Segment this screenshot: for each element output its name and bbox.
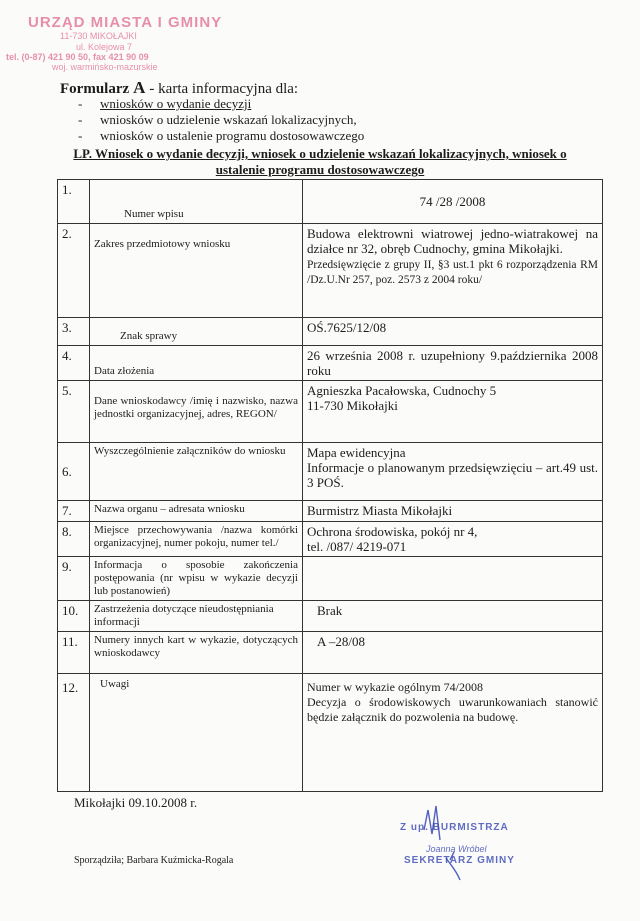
form-letter: A [133, 78, 146, 97]
row-value-line: tel. /087/ 4219-071 [307, 539, 407, 554]
row-value-line: Agnieszka Pacałowska, Cudnochy 5 [307, 383, 497, 398]
row-value [303, 381, 603, 443]
row-value: 74 /28 /2008 [303, 180, 603, 224]
row-label: Informacja o sposobie zakończenia postępowania (nr wpisu w wykazie decyzji lub postanowień) [90, 557, 303, 601]
row-number: 2. [58, 224, 90, 318]
row-number: 4. [58, 346, 90, 381]
row-value [303, 557, 603, 601]
row-label: Numery innych kart w wykazie, dotyczących wnioskodawcy [90, 632, 303, 674]
row-value-line: Przedsięwzięcie z grupy II, §3 ust.1 pkt 6 rozporządzenia RM /Dz.U.Nr 257, poz. 2573 z 2004 roku/ [307, 259, 598, 286]
row-value-line: Budowa elektrowni wiatrowej jedno-wiatrakowej na działce nr 32, obręb Cudnochy, gmina Mikołajki. [307, 226, 598, 256]
row-value [303, 522, 603, 557]
row-value: 26 września 2008 r. uzupełniony 9.października 2008 roku [303, 346, 603, 381]
signature-stamp-line-3: SEKRETARZ GMINY [404, 854, 515, 866]
prepared-by: Sporządziła; Barbara Kuźmicka-Rogala [74, 855, 234, 866]
row-number: 9. [58, 557, 90, 601]
form-title [60, 78, 298, 98]
list-item: - wniosków o udzielenie wskazań lokalizacyjnych, [78, 112, 364, 128]
list-item: - wniosków o ustalenie programu dostosowawczego [78, 128, 364, 144]
row-label: Wyszczególnienie załączników do wniosku [90, 443, 303, 501]
form-type-list [78, 96, 364, 144]
stamp-line-5: woj. warmińsko-mazurskie [52, 62, 158, 73]
table-row [58, 674, 603, 792]
row-label: Data złożenia [90, 346, 303, 381]
info-table [57, 179, 603, 792]
row-label: Miejsce przechowywania /nazwa komórki organizacyjnej, numer pokoju, numer tel./ [90, 522, 303, 557]
row-value: A –28/08 [303, 632, 603, 674]
table-row [58, 346, 603, 381]
office-stamp [6, 14, 236, 73]
table-heading: LP. Wniosek o wydanie decyzji, wniosek o udzielenie wskazań lokalizacyjnych, wniosek o ustalenie programu dostosowawczego [73, 146, 567, 177]
row-number: 6. [58, 443, 90, 501]
row-value-line: Numer w wykazie ogólnym 74/2008 [307, 680, 483, 694]
signature-stamp [400, 822, 550, 866]
table-row [58, 443, 603, 501]
form-suffix: - karta informacyjna dla: [149, 81, 299, 97]
row-label: Nazwa organu – adresata wniosku [90, 501, 303, 522]
row-label: Znak sprawy [90, 318, 303, 346]
row-number: 5. [58, 381, 90, 443]
row-value: Burmistrz Miasta Mikołajki [303, 501, 603, 522]
stamp-line-3: ul. Kolejowa 7 [76, 41, 133, 52]
stamp-line-2: 11-730 MIKOŁAJKI [60, 31, 137, 42]
row-value [303, 674, 603, 792]
signature-stamp-line-1: Z up. BURMISTRZA [400, 822, 509, 833]
table-row [58, 601, 603, 632]
row-value-line: Ochrona środowiska, pokój nr 4, [307, 524, 478, 539]
row-label: Zastrzeżenia dotyczące nieudostępniania informacji [90, 601, 303, 632]
table-row [58, 381, 603, 443]
stamp-line-4: tel. (0-87) 421 90 50, fax 421 90 09 [6, 51, 149, 62]
row-value [303, 443, 603, 501]
table-row [58, 522, 603, 557]
signature-stamp-line-2: Joanna Wróbel [426, 844, 487, 854]
table-row [58, 557, 603, 601]
row-number: 10. [58, 601, 90, 632]
table-row [58, 318, 603, 346]
row-value-line: 11-730 Mikołajki [307, 398, 398, 413]
table-row [58, 224, 603, 318]
row-value-line: Mapa ewidencyjna [307, 445, 406, 460]
row-number: 7. [58, 501, 90, 522]
row-label: Dane wnioskodawcy /imię i nazwisko, nazwa jednostki organizacyjnej, adres, REGON/ [90, 381, 303, 443]
row-value-line: Informacje o planowanym przedsięwzięciu – art.49 ust. 3 POŚ. [307, 460, 598, 490]
row-number: 12. [58, 674, 90, 792]
row-value [303, 224, 603, 318]
row-value: Brak [303, 601, 603, 632]
row-value: OŚ.7625/12/08 [303, 318, 603, 346]
row-label: Zakres przedmiotowy wniosku [90, 224, 303, 318]
table-row [58, 632, 603, 674]
stamp-line-1: URZĄD MIASTA I GMINY [28, 14, 223, 31]
list-item: - wniosków o wydanie decyzji [78, 96, 364, 112]
table-row [58, 180, 603, 224]
row-number: 11. [58, 632, 90, 674]
form-prefix: Formularz [60, 81, 130, 97]
table-row [58, 501, 603, 522]
row-number: 3. [58, 318, 90, 346]
row-number: 1. [58, 180, 90, 224]
row-number: 8. [58, 522, 90, 557]
row-label: Uwagi [90, 674, 303, 792]
row-value-line: Decyzja o środowiskowych uwarunkowaniach stanowić będzie załącznik do pozwolenia na budowę. [307, 695, 598, 724]
place-date: Mikołajki 09.10.2008 r. [74, 795, 198, 810]
row-label: Numer wpisu [90, 180, 303, 224]
